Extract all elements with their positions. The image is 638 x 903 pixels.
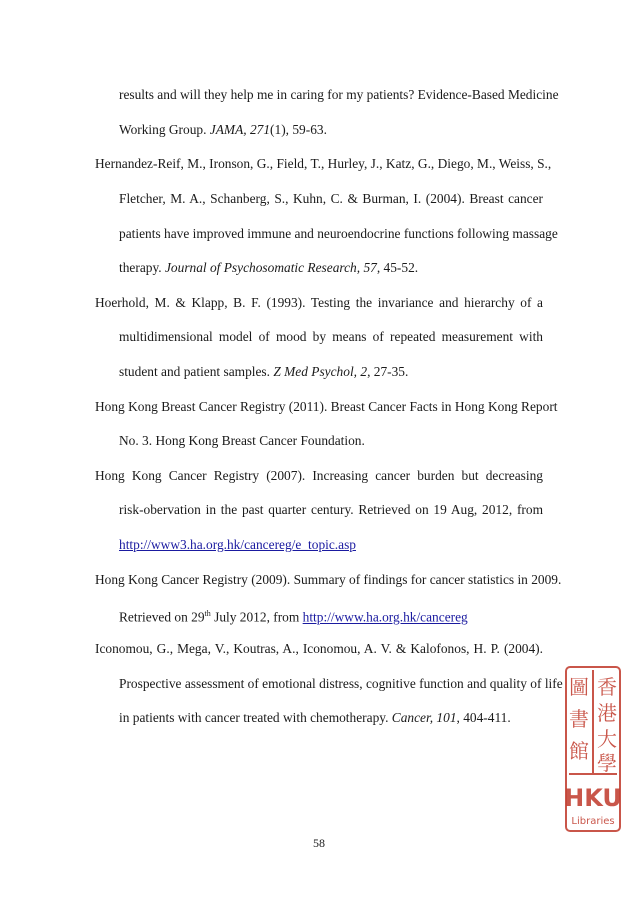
hku-libraries-stamp — [563, 664, 623, 834]
reference-text: Hoerhold, M. & Klapp, B. F. (1993). Testing the invariance and hierarchy of a — [95, 294, 543, 310]
reference-text: patients have improved immune and neuroendocrine functions following massage — [119, 225, 558, 241]
reference-first-line — [95, 156, 552, 172]
reference-continuation-line — [119, 675, 563, 692]
stamp-char-6: 書 — [569, 707, 589, 731]
reference-first-line — [95, 468, 543, 484]
reference-italic-text: JAMA, 271 — [209, 121, 271, 137]
reference-continuation-line — [119, 502, 543, 518]
reference-continuation-line — [119, 225, 558, 242]
reference-continuation-line — [119, 710, 511, 726]
stamp-char-7: 館 — [569, 739, 589, 763]
reference-text: , 45-52. — [376, 260, 419, 276]
reference-italic-text: Cancer, 101 — [391, 710, 457, 726]
reference-text: Prospective assessment of emotional distress, cognitive function and quality of life — [119, 675, 563, 691]
reference-text: , 404-411. — [456, 710, 511, 726]
reference-first-line — [95, 571, 562, 588]
stamp-char-5: 圖 — [569, 675, 589, 699]
superscript-ordinal: th — [204, 609, 211, 619]
reference-url-link[interactable]: http://www3.ha.org.hk/cancereg/e_topic.asp — [119, 537, 356, 553]
reference-url-link[interactable]: http://www.ha.org.hk/cancereg — [302, 609, 468, 625]
reference-text: (1), 59-63. — [270, 121, 327, 137]
reference-text: risk-obervation in the past quarter century. Retrieved on 19 Aug, 2012, from — [119, 502, 543, 518]
reference-continuation-line — [119, 433, 365, 449]
reference-text: Hong Kong Breast Cancer Registry (2011). Breast Cancer Facts in Hong Kong Report — [95, 398, 558, 414]
stamp-hku: HKU — [564, 784, 622, 812]
reference-continuation-line — [119, 191, 543, 207]
reference-continuation-line — [119, 364, 408, 380]
reference-continuation-line — [119, 122, 327, 138]
reference-text: Hernandez-Reif, M., Ironson, G., Field, T., Hurley, J., Katz, G., Diego, M., Weiss, S., — [95, 156, 552, 172]
reference-text: No. 3. Hong Kong Breast Cancer Foundation. — [119, 433, 365, 449]
stamp-libraries: Libraries — [571, 816, 615, 827]
reference-text: student and patient samples. — [119, 364, 274, 379]
reference-continuation-line — [119, 329, 543, 345]
reference-text: multidimensional model of mood by means of repeated measurement with — [119, 329, 543, 345]
reference-text: July 2012, from — [210, 609, 303, 625]
stamp-char-3: 大 — [597, 727, 617, 751]
page-number: 58 — [313, 836, 325, 850]
reference-text: in patients with cancer treated with chemotherapy. — [119, 710, 392, 726]
reference-first-line — [95, 295, 543, 311]
reference-first-line — [95, 641, 543, 657]
stamp-char-2: 港 — [597, 701, 617, 725]
reference-continuation-line — [119, 537, 356, 553]
reference-text: Fletcher, M. A., Schanberg, S., Kuhn, C. & Burman, I. (2004). Breast cancer — [119, 190, 543, 206]
reference-text: therapy. — [119, 260, 165, 276]
reference-italic-text: Z Med Psychol, 2 — [273, 364, 368, 379]
reference-italic-text: Journal of Psychosomatic Research, 57 — [164, 260, 377, 276]
reference-first-line — [95, 398, 558, 415]
reference-text: Hong Kong Cancer Registry (2009). Summary of findings for cancer statistics in 2009. — [95, 571, 562, 587]
stamp-char-4: 學 — [597, 751, 617, 775]
reference-text: , 27-35. — [367, 364, 409, 379]
reference-text: Hong Kong Cancer Registry (2007). Increasing cancer burden but decreasing — [95, 467, 543, 483]
reference-continuation-line — [119, 87, 559, 103]
reference-text: Working Group. — [119, 121, 210, 137]
reference-text: Retrieved on 29 — [119, 609, 205, 625]
reference-text: results and will they help me in caring for my patients? Evidence-Based Medicine — [119, 87, 559, 102]
reference-continuation-line — [119, 260, 418, 276]
reference-text: Iconomou, G., Mega, V., Koutras, A., Iconomou, A. V. & Kalofonos, H. P. (2004). — [95, 640, 543, 656]
reference-continuation-line — [119, 606, 468, 625]
stamp-char-1: 香 — [597, 675, 617, 699]
